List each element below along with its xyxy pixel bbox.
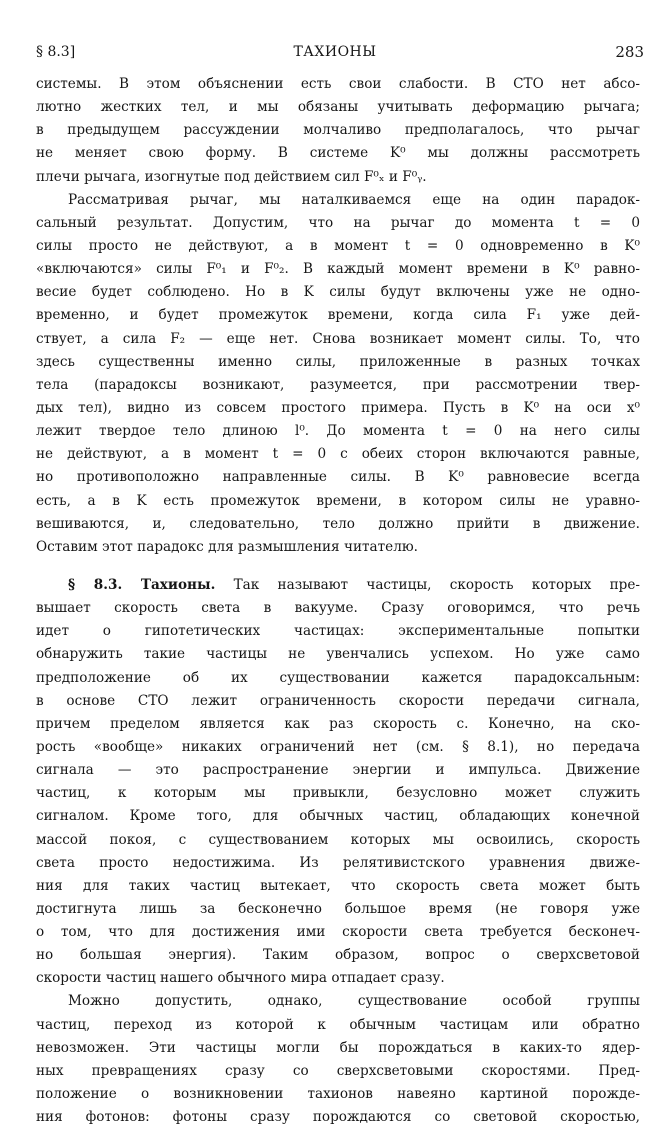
text-line: вышает скорость света в вакууме. Сразу оговоримся, что речь	[36, 600, 640, 617]
text-line: достигнута лишь за бесконечно большое время (не говоря уже	[36, 900, 640, 917]
text-line: системы. В этом объяснении есть свои слабости. В СТО нет абсо-	[36, 76, 640, 92]
text-line: тела (парадоксы возникают, разумеется, при рассмотрении твер-	[36, 376, 640, 393]
text-line: лютно жестких тел, и мы обязаны учитывать деформацию рычага;	[36, 99, 640, 116]
text-line: силы просто не действуют, а в момент t = 0 одновременно в K⁰	[36, 237, 640, 254]
text-line: ния фотонов: фотоны сразу порождаются со световой скоростью,	[36, 1109, 640, 1126]
text-line: о том, что для достижения ими скорости света требуется бесконеч-	[36, 924, 640, 941]
text-line: в основе СТО лежит ограниченность скорости передачи сигнала,	[36, 692, 640, 709]
text-line: «включаются» силы F⁰₁ и F⁰₂. В каждый момент времени в K⁰ равно-	[36, 261, 640, 278]
page-number: 283	[615, 43, 644, 61]
text-line: лежит твердое тело длиною l⁰. До момента t = 0 на него силы	[36, 423, 640, 440]
text-line: причем пределом является как раз скорость c. Конечно, на ско-	[36, 715, 640, 732]
text-line: Так называют частицы, скорость которых пре-	[215, 576, 640, 593]
text-line: временно, и будет промежуток времени, когда сила F₁ уже дей-	[36, 307, 640, 324]
text-line: но противоположно направленные силы. В K⁰ равновесие всегда	[36, 469, 640, 486]
text-line: предположение об их существовании кажется парадоксальным:	[36, 669, 640, 686]
text-line: Можно допустить, однако, существование особой группы	[68, 993, 640, 1010]
text-line: здесь существенны именно силы, приложенные в разных точках	[36, 353, 640, 370]
text-line: но большая энергия). Таким образом, вопрос о сверхсветовой	[36, 947, 640, 964]
text-line: света просто недостижима. Из релятивистского уравнения движе-	[36, 854, 640, 871]
text-line: ствует, а сила F₂ — еще нет. Снова возникает момент силы. То, что	[36, 330, 640, 347]
text-line: рость «вообще» никаких ограничений нет (см. § 8.1), но передача	[36, 738, 640, 755]
text-line: положение о возникновении тахионов навеяно картиной порожде-	[36, 1086, 640, 1103]
text-line: ния для таких частиц вытекает, что скорость света может быть	[36, 877, 640, 894]
text-line: массой покоя, с существованием которых мы освоились, скорость	[36, 831, 640, 848]
text-line: невозможен. Эти частицы могли бы порождаться в каких-то ядер-	[36, 1039, 640, 1056]
text-line: вешиваются, и, следовательно, тело должно прийти в движение.	[36, 515, 640, 532]
page-body-text	[36, 73, 640, 1129]
text-line: частиц, к которым мы привыкли, безусловно может служить	[36, 785, 640, 802]
text-line: обнаружить такие частицы не увенчались успехом. Но уже само	[36, 646, 640, 663]
text-line: не действуют, а в момент t = 0 с обеих сторон включаются равные,	[36, 446, 640, 463]
running-header-section-ref: § 8.3]	[36, 44, 76, 60]
text-line: дых тел), видно из совсем простого примера. Пусть в K⁰ на оси x⁰	[36, 399, 640, 416]
text-line: Рассматривая рычаг, мы наталкиваемся еще на один парадок-	[68, 191, 640, 208]
section-first-line	[36, 574, 640, 597]
text-line: сигналом. Кроме того, для обычных частиц, обладающих конечной	[36, 808, 640, 825]
text-line: в предыдущем рассуждении молчаливо предполагалось, что рычаг	[36, 122, 640, 139]
text-line: скорости частиц нашего обычного мира отпадает сразу.	[36, 970, 445, 987]
section-spacer	[36, 559, 640, 574]
text-line: сигнала — это распространение энергии и импульса. Движение	[36, 762, 640, 779]
running-header-title: ТАХИОНЫ	[293, 44, 377, 60]
text-line: плечи рычага, изогнутые под действием сил F⁰ₓ и F⁰ᵧ.	[36, 168, 427, 185]
text-line: частиц, переход из которой к обычным частицам или обратно	[36, 1016, 640, 1033]
text-line: не меняет свою форму. В системе K⁰ мы должны рассмотреть	[36, 145, 640, 162]
section-heading: § 8.3. Тахионы.	[68, 576, 216, 593]
text-line: ных превращениях сразу со сверхсветовыми скоростями. Пред-	[36, 1062, 640, 1079]
text-line: весие будет соблюдено. Но в K силы будут включены уже не одно-	[36, 284, 640, 301]
text-line: Оставим этот парадокс для размышления читателю.	[36, 538, 418, 555]
text-line: идет о гипотетических частицах: экспериментальные попытки	[36, 623, 640, 640]
text-line: есть, а в K есть промежуток времени, в котором силы не уравно-	[36, 492, 640, 509]
text-line: сальный результат. Допустим, что на рычаг до момента t = 0	[36, 214, 640, 231]
